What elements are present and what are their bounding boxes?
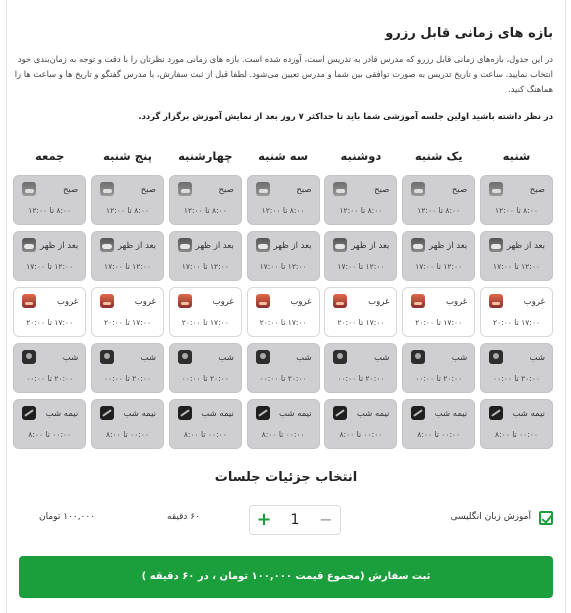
sunset-icon <box>411 294 425 308</box>
day-header: جمعه <box>34 149 65 163</box>
slot-label: صبح <box>62 185 79 195</box>
time-slot-morning[interactable] <box>324 175 397 225</box>
time-slot-morning[interactable] <box>91 175 164 225</box>
time-slot-midnight[interactable] <box>480 399 553 449</box>
slot-time: ۱۷:۰۰ تا ۲۰:۰۰ <box>337 318 385 327</box>
slot-label: شب <box>140 353 157 363</box>
slot-label: بعد از ظهر <box>195 241 234 251</box>
slot-label: غروب <box>290 297 312 307</box>
time-slot-night[interactable] <box>13 343 86 393</box>
time-slot-sunset[interactable] <box>247 287 320 337</box>
sunset-icon <box>256 294 270 308</box>
slot-time: ۱۲:۰۰ تا ۱۷:۰۰ <box>492 262 540 271</box>
slot-time: ۸:۰۰ تا ۱۲:۰۰ <box>106 206 149 215</box>
time-slot-night[interactable] <box>324 343 397 393</box>
time-slot-night[interactable] <box>247 343 320 393</box>
slot-label: نیمه شب <box>512 409 545 419</box>
slot-label: غروب <box>212 297 234 307</box>
sunset-icon <box>178 294 192 308</box>
slot-time: ۲۰:۰۰ تا ۰۰:۰۰ <box>415 374 463 383</box>
slot-time: ۸:۰۰ تا ۱۲:۰۰ <box>183 206 227 215</box>
slot-label: بعد از ظهر <box>40 241 79 251</box>
time-slot-morning[interactable] <box>480 175 553 225</box>
plus-button[interactable]: + <box>256 509 272 530</box>
time-slot-night[interactable] <box>91 343 164 393</box>
sunrise-icon <box>22 182 36 196</box>
day-header: چهارشنبه <box>178 149 233 163</box>
time-slot-midnight[interactable] <box>169 399 242 449</box>
cloud-sun-icon <box>411 238 425 252</box>
shooting-star-icon <box>256 406 270 420</box>
time-slot-sunset[interactable] <box>13 287 86 337</box>
slot-label: بعد از ظهر <box>506 241 545 251</box>
slot-time: ۰۰:۰۰ تا ۸:۰۰ <box>417 430 461 439</box>
slot-time: ۱۲:۰۰ تا ۱۷:۰۰ <box>259 262 307 271</box>
slot-time: ۱۲:۰۰ تا ۱۷:۰۰ <box>181 262 229 271</box>
sunset-icon <box>22 294 36 308</box>
time-slot-sunset[interactable] <box>91 287 164 337</box>
sunset-icon <box>100 294 114 308</box>
shooting-star-icon <box>489 406 503 420</box>
page-title: بازه های زمانی قابل رزرو <box>385 26 553 41</box>
sunrise-icon <box>100 182 114 196</box>
schedule-grid <box>16 145 553 455</box>
slot-time: ۸:۰۰ تا ۱۲:۰۰ <box>28 206 72 215</box>
booking-panel <box>6 0 566 613</box>
slot-label: صبح <box>451 185 468 195</box>
time-slot-night[interactable] <box>480 343 553 393</box>
time-slot-afternoon[interactable] <box>480 231 553 281</box>
sunrise-icon <box>489 182 503 196</box>
slot-label: غروب <box>56 297 79 307</box>
slot-time: ۸:۰۰ تا ۱۲:۰۰ <box>495 206 538 215</box>
day-header: پنج شنبه <box>103 149 152 163</box>
sunset-icon <box>333 294 347 308</box>
slot-label: غروب <box>134 297 157 307</box>
slot-time: ۱۷:۰۰ تا ۲۰:۰۰ <box>259 318 307 327</box>
slot-label: نیمه شب <box>356 409 390 419</box>
quantity-value[interactable]: 1 <box>290 512 300 528</box>
slot-label: نیمه شب <box>279 409 312 419</box>
course-label[interactable]: آموزش زبان انگلیسی <box>450 512 531 522</box>
slot-time: ۰۰:۰۰ تا ۸:۰۰ <box>28 430 72 439</box>
slot-time: ۰۰:۰۰ تا ۸:۰۰ <box>495 430 538 439</box>
slot-time: ۱۷:۰۰ تا ۲۰:۰۰ <box>26 318 74 327</box>
price-text: ۱۰۰,۰۰۰ تومان <box>39 512 96 522</box>
moon-icon <box>333 350 347 364</box>
cloud-sun-icon <box>489 238 503 252</box>
slot-time: ۰۰:۰۰ تا ۸:۰۰ <box>261 430 305 439</box>
quantity-stepper[interactable] <box>249 505 341 535</box>
time-slot-afternoon[interactable] <box>402 231 475 281</box>
shooting-star-icon <box>100 406 114 420</box>
time-slot-afternoon[interactable] <box>324 231 397 281</box>
time-slot-afternoon[interactable] <box>169 231 242 281</box>
slot-label: بعد از ظهر <box>429 241 468 251</box>
time-slot-morning[interactable] <box>247 175 320 225</box>
cloud-sun-icon <box>256 238 270 252</box>
day-header: یک شنبه <box>414 149 463 163</box>
duration-text: ۶۰ دقیقه <box>167 512 200 522</box>
slot-time: ۱۲:۰۰ تا ۱۷:۰۰ <box>415 262 463 271</box>
slot-time: ۲۰:۰۰ تا ۰۰:۰۰ <box>259 374 307 383</box>
moon-icon <box>22 350 36 364</box>
moon-icon <box>489 350 503 364</box>
moon-icon <box>411 350 425 364</box>
minus-button[interactable]: − <box>319 510 333 529</box>
slot-label: شب <box>218 353 234 363</box>
time-slot-midnight[interactable] <box>324 399 397 449</box>
time-slot-afternoon[interactable] <box>247 231 320 281</box>
slot-label: صبح <box>218 185 234 195</box>
slot-label: صبح <box>529 185 545 195</box>
time-slot-midnight[interactable] <box>13 399 86 449</box>
time-slot-sunset[interactable] <box>480 287 553 337</box>
slot-label: نیمه شب <box>434 409 468 419</box>
slot-time: ۱۷:۰۰ تا ۲۰:۰۰ <box>181 318 229 327</box>
slot-label: غروب <box>523 297 545 307</box>
slot-time: ۰۰:۰۰ تا ۸:۰۰ <box>183 430 227 439</box>
shooting-star-icon <box>411 406 425 420</box>
moon-icon <box>178 350 192 364</box>
submit-order-button[interactable]: ثبت سفارش (مجموع قیمت ۱۰۰,۰۰۰ تومان ، در ۶۰ دقیقه ) <box>19 556 553 598</box>
slot-label: بعد از ظهر <box>351 241 390 251</box>
slot-label: نیمه شب <box>123 409 157 419</box>
sunrise-icon <box>333 182 347 196</box>
moon-icon <box>256 350 270 364</box>
time-slot-morning[interactable] <box>13 175 86 225</box>
slot-label: شب <box>451 353 468 363</box>
time-slot-night[interactable] <box>402 343 475 393</box>
slot-time: ۰۰:۰۰ تا ۸:۰۰ <box>339 430 383 439</box>
slot-time: ۲۰:۰۰ تا ۰۰:۰۰ <box>26 374 74 383</box>
slot-time: ۱۲:۰۰ تا ۱۷:۰۰ <box>26 262 74 271</box>
slot-label: بعد از ظهر <box>117 241 157 251</box>
time-slot-midnight[interactable] <box>402 399 475 449</box>
slot-label: صبح <box>374 185 390 195</box>
day-header: دوشنبه <box>340 149 382 163</box>
time-slot-night[interactable] <box>169 343 242 393</box>
slot-label: شب <box>296 353 312 363</box>
section-title: انتخاب جزئیات جلسات <box>214 470 358 485</box>
slot-label: شب <box>373 353 390 363</box>
cloud-sun-icon <box>22 238 36 252</box>
time-slot-afternoon[interactable] <box>13 231 86 281</box>
time-slot-morning[interactable] <box>169 175 242 225</box>
course-checkbox[interactable] <box>539 511 553 525</box>
time-slot-morning[interactable] <box>402 175 475 225</box>
time-slot-sunset[interactable] <box>169 287 242 337</box>
moon-icon <box>100 350 114 364</box>
cloud-sun-icon <box>333 238 347 252</box>
time-slot-midnight[interactable] <box>91 399 164 449</box>
slot-label: صبح <box>296 185 312 195</box>
slot-time: ۱۲:۰۰ تا ۱۷:۰۰ <box>104 262 152 271</box>
slot-time: ۱۷:۰۰ تا ۲۰:۰۰ <box>104 318 152 327</box>
slot-time: ۱۷:۰۰ تا ۲۰:۰۰ <box>415 318 463 327</box>
slot-time: ۸:۰۰ تا ۱۲:۰۰ <box>417 206 461 215</box>
cloud-sun-icon <box>178 238 192 252</box>
slot-label: نیمه شب <box>201 409 234 419</box>
slot-time: ۱۲:۰۰ تا ۱۷:۰۰ <box>337 262 385 271</box>
time-slot-midnight[interactable] <box>247 399 320 449</box>
sunrise-icon <box>411 182 425 196</box>
slot-time: ۰۰:۰۰ تا ۸:۰۰ <box>106 430 149 439</box>
shooting-star-icon <box>22 406 36 420</box>
slot-time: ۲۰:۰۰ تا ۰۰:۰۰ <box>492 374 540 383</box>
slot-time: ۸:۰۰ تا ۱۲:۰۰ <box>339 206 383 215</box>
time-slot-sunset[interactable] <box>324 287 397 337</box>
slot-time: ۸:۰۰ تا ۱۲:۰۰ <box>261 206 305 215</box>
slot-time: ۲۰:۰۰ تا ۰۰:۰۰ <box>104 374 152 383</box>
day-header: شنبه <box>502 149 531 163</box>
description-text: در این جدول، بازه‌های زمانی قابل رزرو که مدرس قادر به تدریس است، آورده شده است. بازه های زمانی مورد نظرتان را با دقت و توجه به زمان‌بندی خود انتخاب نمایید. ساعت و تاریخ تدریس به صورت توافقی بین شما و مدرس تعیین می‌شود. لطفا قبل از ثبت سفارش، با مدرس گفتگو و تاریخ ها و ساعت ها را هماهنگ کنید. <box>14 54 553 94</box>
sunrise-icon <box>178 182 192 196</box>
sunset-icon <box>489 294 503 308</box>
slot-label: غروب <box>368 297 390 307</box>
note-text: در نظر داشته باشید اولین جلسه آموزشی شما باید تا حداکثر ۷ روز بعد از نمایش آموزش برگزار گردد. <box>138 111 553 121</box>
slot-label: صبح <box>140 185 157 195</box>
day-header: سه شنبه <box>258 149 309 163</box>
slot-label: غروب <box>445 297 468 307</box>
shooting-star-icon <box>178 406 192 420</box>
slot-time: ۲۰:۰۰ تا ۰۰:۰۰ <box>337 374 385 383</box>
slot-time: ۲۰:۰۰ تا ۰۰:۰۰ <box>181 374 229 383</box>
slot-time: ۱۷:۰۰ تا ۲۰:۰۰ <box>492 318 540 327</box>
time-slot-afternoon[interactable] <box>91 231 164 281</box>
cloud-sun-icon <box>100 238 114 252</box>
slot-label: بعد از ظهر <box>273 241 312 251</box>
shooting-star-icon <box>333 406 347 420</box>
time-slot-sunset[interactable] <box>402 287 475 337</box>
sunrise-icon <box>256 182 270 196</box>
slot-label: شب <box>62 353 79 363</box>
slot-label: نیمه شب <box>45 409 79 419</box>
slot-label: شب <box>529 353 545 363</box>
session-details-row <box>19 505 553 535</box>
